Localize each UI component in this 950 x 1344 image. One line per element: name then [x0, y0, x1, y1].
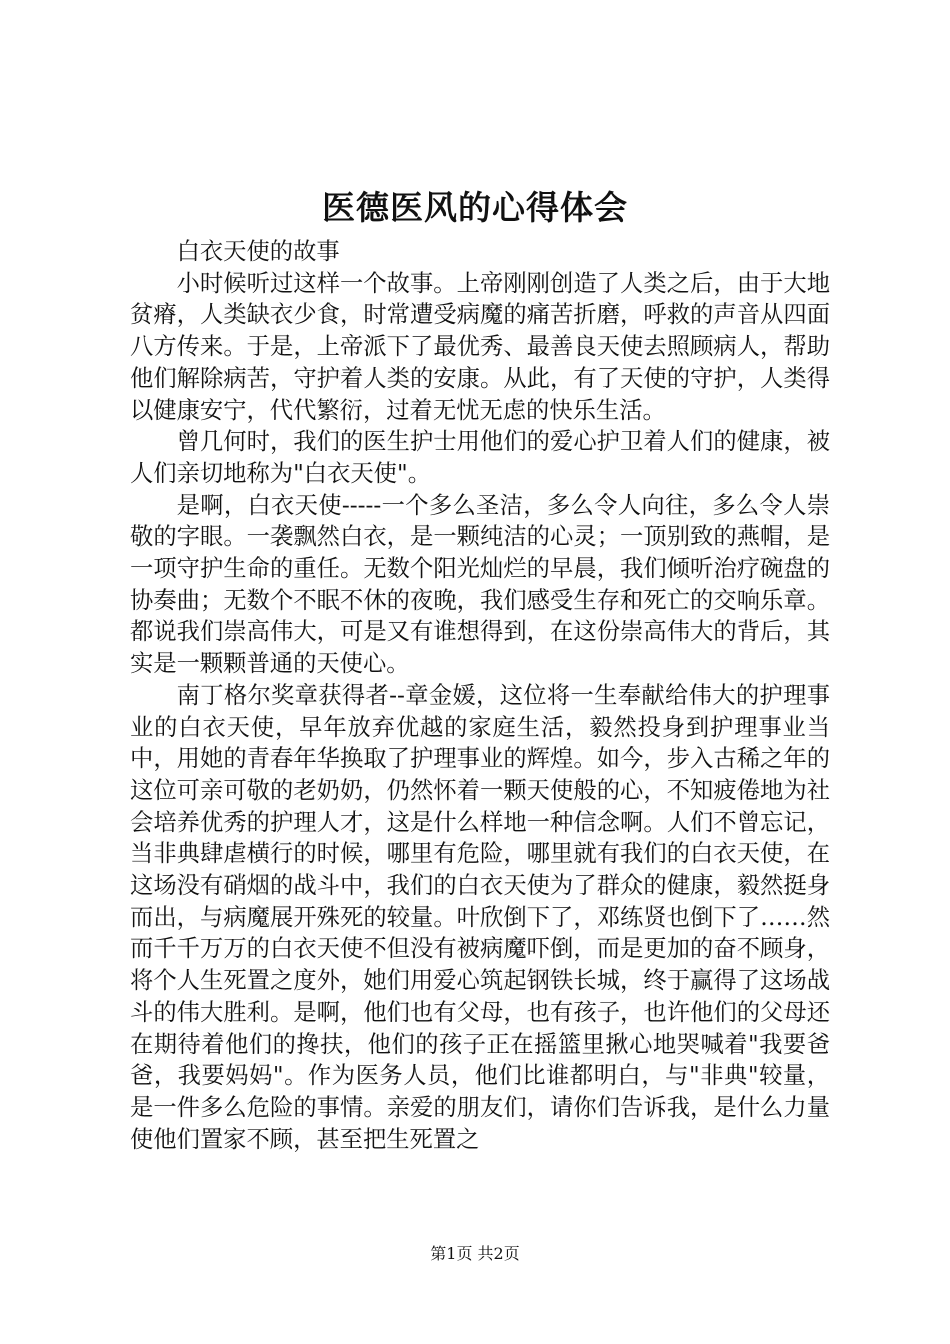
- paragraph: 是啊，白衣天使-----一个多么圣洁，多么令人向往，多么令人崇敬的字眼。一袭飘然白衣，是一颗纯洁的心灵；一顶别致的燕帽，是一项守护生命的重任。无数个阳光灿烂的早晨，我们倾听治疗碗盘的协奏曲；无数个不眠不休的夜晚，我们感受生存和死亡的交响乐章。都说我们崇高伟大，可是又有谁想得到，在这份崇高伟大的背后，其实是一颗颗普通的天使心。: [130, 491, 830, 678]
- paragraph: 小时候听过这样一个故事。上帝刚刚创造了人类之后，由于大地贫瘠，人类缺衣少食，时常遭受病魔的痛苦折磨，呼救的声音从四面八方传来。于是，上帝派下了最优秀、最善良天使去照顾病人，帮助他们解除病苦，守护着人类的安康。从此，有了天使的守护，人类得以健康安宁，代代繁衍，过着无忧无虑的快乐生活。: [130, 269, 830, 424]
- paragraph: 曾几何时，我们的医生护士用他们的爱心护卫着人们的健康，被人们亲切地称为"白衣天使"。: [130, 428, 830, 487]
- document-body: [130, 236, 830, 1155]
- document-title: 医德医风的心得体会: [322, 188, 628, 227]
- section-heading: 白衣天使的故事: [176, 238, 340, 265]
- page-footer: 第1页 共2页: [430, 1244, 520, 1263]
- paragraph: 南丁格尔奖章获得者--章金媛，这位将一生奉献给伟大的护理事业的白衣天使，早年放弃优越的家庭生活，毅然投身到护理事业当中，用她的青春年华换取了护理事业的辉煌。如今，步入古稀之年的这位可亲可敬的老奶奶，仍然怀着一颗天使般的心，不知疲倦地为社会培养优秀的护理人才，这是什么样地一种信念啊。人们不曾忘记，当非典肆虐横行的时候，哪里有危险，哪里就有我们的白衣天使，在这场没有硝烟的战斗中，我们的白衣天使为了群众的健康，毅然挺身而出，与病魔展开殊死的较量。叶欣倒下了，邓练贤也倒下了……然而千千万万的白衣天使不但没有被病魔吓倒，而是更加的奋不顾身，将个人生死置之度外，她们用爱心筑起钢铁长城，终于赢得了这场战斗的伟大胜利。是啊，他们也有父母，也有孩子，也许他们的父母还在期待着他们的搀扶，他们的孩子正在摇篮里揪心地哭喊着"我要爸爸，我要妈妈"。作为医务人员，他们比谁都明白，与"非典"较量，是一件多么危险的事情。亲爱的朋友们，请你们告诉我，是什么力量使他们置家不顾，甚至把生死置之: [130, 681, 830, 1153]
